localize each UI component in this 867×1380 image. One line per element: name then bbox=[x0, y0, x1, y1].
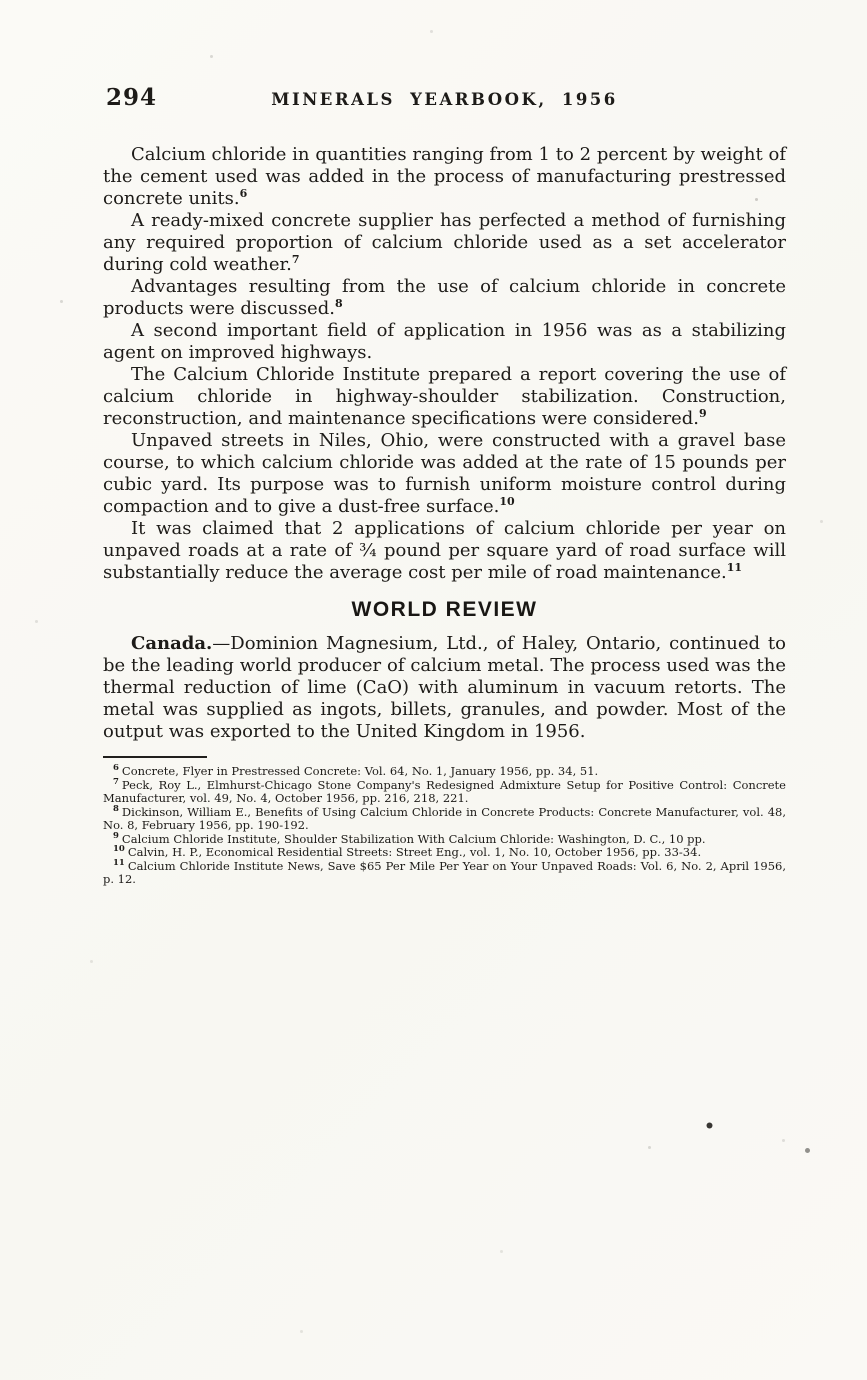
running-header bbox=[103, 86, 786, 112]
footnote-number: 10 bbox=[113, 844, 125, 855]
footnote-ref: 10 bbox=[499, 495, 515, 508]
page-number: 294 bbox=[106, 84, 158, 111]
body-paragraph bbox=[103, 276, 786, 320]
paragraph-text: A ready-mixed concrete supplier has perfected a method of furnishing any required proportion of calcium chloride used as a set accelerator during cold weather. bbox=[103, 210, 786, 275]
footnote-number: 9 bbox=[113, 830, 119, 841]
footnote-text: Concrete, Flyer in Prestressed Concrete: Vol. 64, No. 1, January 1956, pp. 34, 51. bbox=[121, 764, 599, 778]
paragraph-text: Advantages resulting from the use of calcium chloride in concrete products were discussed. bbox=[103, 276, 786, 319]
world-review-paragraph bbox=[103, 633, 786, 743]
footnote-number: 8 bbox=[113, 803, 119, 814]
body-paragraph bbox=[103, 210, 786, 276]
body-text bbox=[103, 144, 786, 584]
body-paragraph bbox=[103, 430, 786, 518]
header-title: MINERALS YEARBOOK, 1956 bbox=[271, 90, 618, 109]
paragraph-text: The Calcium Chloride Institute prepared a report covering the use of calcium chloride in highway-shoulder stabilization. Construction, reconstruction, and maintenance specifications were considered. bbox=[103, 364, 786, 429]
country-lead: Canada. bbox=[131, 633, 213, 654]
footnote bbox=[103, 830, 786, 847]
footnote-number: 7 bbox=[113, 776, 119, 787]
body-paragraph bbox=[103, 320, 786, 364]
section-heading: WORLD REVIEW bbox=[351, 598, 538, 621]
footnote-text: Peck, Roy L., Elmhurst-Chicago Stone Company's Redesigned Admixture Setup for Positive Control: Concrete Manufacturer, vol. 49, No. 4, October 1956, pp. 216, 218, 221. bbox=[103, 777, 786, 805]
footnote bbox=[103, 803, 786, 833]
body-paragraph bbox=[103, 518, 786, 584]
footnote bbox=[103, 857, 786, 887]
paragraph-text: —Dominion Magnesium, Ltd., of Haley, Ontario, continued to be the leading world producer of calcium metal. The process used was the thermal reduction of lime (CaO) with aluminum in vacuum retorts. The metal was supplied as ingots, billets, granules, and powder. Most of the output was exported to the United Kingdom in 1956. bbox=[103, 633, 786, 742]
paragraph-text: A second important field of application in 1956 was as a stabilizing agent on improved highways. bbox=[103, 320, 786, 363]
footnote-text: Calvin, H. P., Economical Residential Streets: Street Eng., vol. 1, No. 10, October 1956, pp. 33-34. bbox=[127, 845, 702, 859]
footnote-ref: 9 bbox=[699, 407, 707, 420]
footnote bbox=[103, 776, 786, 806]
page-content bbox=[103, 86, 786, 887]
footnote-text: Calcium Chloride Institute News, Save $65 Per Mile Per Year on Your Unpaved Roads: Vol. 6, No. 2, April 1956, p. 12. bbox=[103, 858, 786, 886]
footnote-ref: 6 bbox=[239, 187, 248, 200]
footnote bbox=[103, 846, 786, 860]
footnote-ref: 11 bbox=[726, 561, 743, 574]
scan-noise-specks bbox=[0, 0, 3, 3]
paragraph-text: Unpaved streets in Niles, Ohio, were constructed with a gravel base course, to which calcium chloride was added at the rate of 15 pounds per cubic yard. Its purpose was to furnish uniform moisture control during compaction and to give a dust-free surface. bbox=[103, 430, 786, 517]
footnote-text: Dickinson, William E., Benefits of Using Calcium Chloride in Concrete Products: Concrete Manufacturer, vol. 48, No. 8, February 1956, pp. 190-192. bbox=[103, 804, 786, 832]
body-paragraph bbox=[103, 364, 786, 430]
paragraph-text: Calcium chloride in quantities ranging from 1 to 2 percent by weight of the cement used was added in the process of manufacturing prestressed concrete units. bbox=[103, 144, 786, 209]
footnote-ref: 7 bbox=[291, 253, 300, 266]
footnote-number: 6 bbox=[113, 763, 119, 774]
footnote-divider bbox=[103, 756, 207, 758]
footnote-ref: 8 bbox=[334, 297, 343, 310]
footnote bbox=[103, 765, 786, 779]
footnotes-block bbox=[103, 765, 786, 887]
paragraph-text: It was claimed that 2 applications of calcium chloride per year on unpaved roads at a rate of ¾ pound per square yard of road surface will substantially reduce the average cost per mile of road maintenance. bbox=[103, 518, 786, 583]
footnote-text: Calcium Chloride Institute, Shoulder Stabilization With Calcium Chloride: Washington, D. C., 10 pp. bbox=[121, 831, 706, 846]
footnote-number: 11 bbox=[113, 857, 125, 868]
body-paragraph bbox=[103, 144, 786, 210]
